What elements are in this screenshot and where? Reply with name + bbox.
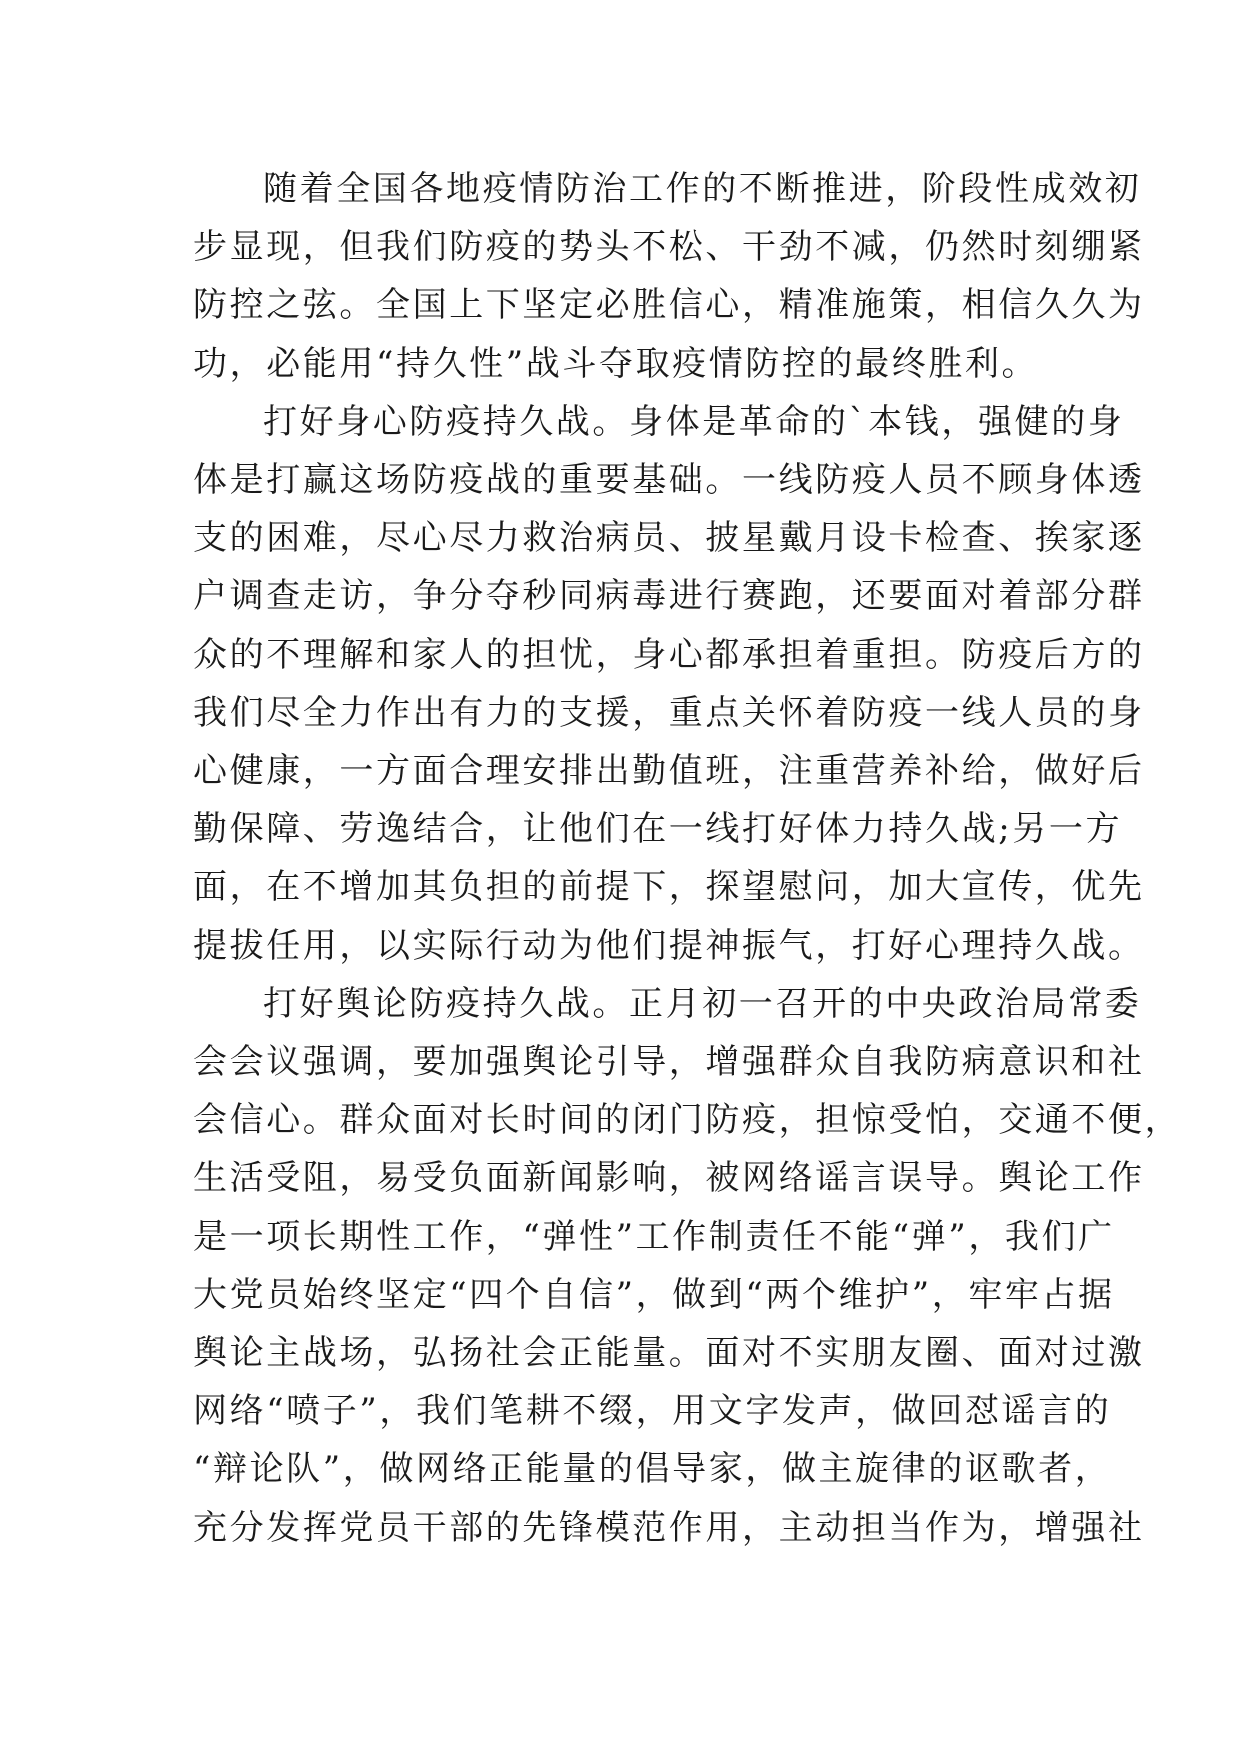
text-line: 提拔任用，以实际行动为他们提神振气，打好心理持久战。	[193, 925, 1145, 966]
text-line: 勤保障、劳逸结合，让他们在一线打好体力持久战;另一方	[193, 809, 1123, 850]
text-line: 众的不理解和家人的担忧，身心都承担着重担。防疫后方的	[193, 634, 1145, 675]
document-body	[193, 160, 1182, 1557]
text-line: 会会议强调，要加强舆论引导，增强群众自我防病意识和社	[193, 1042, 1145, 1083]
text-line: 我们尽全力作出有力的支援，重点关怀着防疫一线人员的身	[193, 692, 1145, 733]
text-line: 面，在不增加其负担的前提下，探望慰问，加大宣传，优先	[193, 867, 1145, 908]
text-line: 舆论主战场，弘扬社会正能量。面对不实朋友圈、面对过激	[193, 1333, 1145, 1374]
text-line: 防控之弦。全国上下坚定必胜信心，精准施策，相信久久为	[193, 285, 1145, 326]
text-line: 户调查走访，争分夺秒同病毒进行赛跑，还要面对着部分群	[193, 576, 1145, 617]
text-line: 充分发挥党员干部的先锋模范作用，主动担当作为，增强社	[193, 1507, 1145, 1548]
text-line: 支的困难，尽心尽力救治病员、披星戴月设卡检查、挨家逐	[193, 518, 1145, 559]
paragraph-1	[193, 160, 1145, 393]
text-line: 心健康，一方面合理安排出勤值班，注重营养补给，做好后	[193, 751, 1145, 792]
text-line: “辩论队”，做网络正能量的倡导家，做主旋律的讴歌者，	[193, 1449, 1112, 1490]
text-line: 打好舆论防疫持久战。正月初一召开的中央政治局常委	[263, 983, 1142, 1024]
text-line: 会信心。群众面对长时间的闭门防疫，担惊受怕，交通不便，	[193, 1100, 1182, 1141]
text-line: 步显现，但我们防疫的势头不松、干劲不减，仍然时刻绷紧	[193, 227, 1145, 268]
text-line: 体是打赢这场防疫战的重要基础。一线防疫人员不顾身体透	[193, 460, 1145, 501]
text-line: 生活受阻，易受负面新闻影响，被网络谣言误导。舆论工作	[193, 1158, 1145, 1199]
text-line: 大党员始终坚定“四个自信”，做到“两个维护”，牢牢占据	[193, 1274, 1115, 1315]
paragraph-2	[193, 393, 1145, 975]
text-line: 打好身心防疫持久战。身体是革命的`本钱，强健的身	[263, 401, 1125, 442]
text-line: 随着全国各地疫情防治工作的不断推进，阶段性成效初	[263, 169, 1142, 209]
paragraph-3	[193, 975, 1182, 1557]
text-line: 网络“喷子”，我们笔耕不缀，用文字发声，做回怼谣言的	[193, 1391, 1112, 1432]
text-line: 功，必能用“持久性”战斗夺取疫情防控的最终胜利。	[193, 343, 1039, 384]
text-line: 是一项长期性工作，“弹性”工作制责任不能“弹”，我们广	[193, 1216, 1115, 1257]
